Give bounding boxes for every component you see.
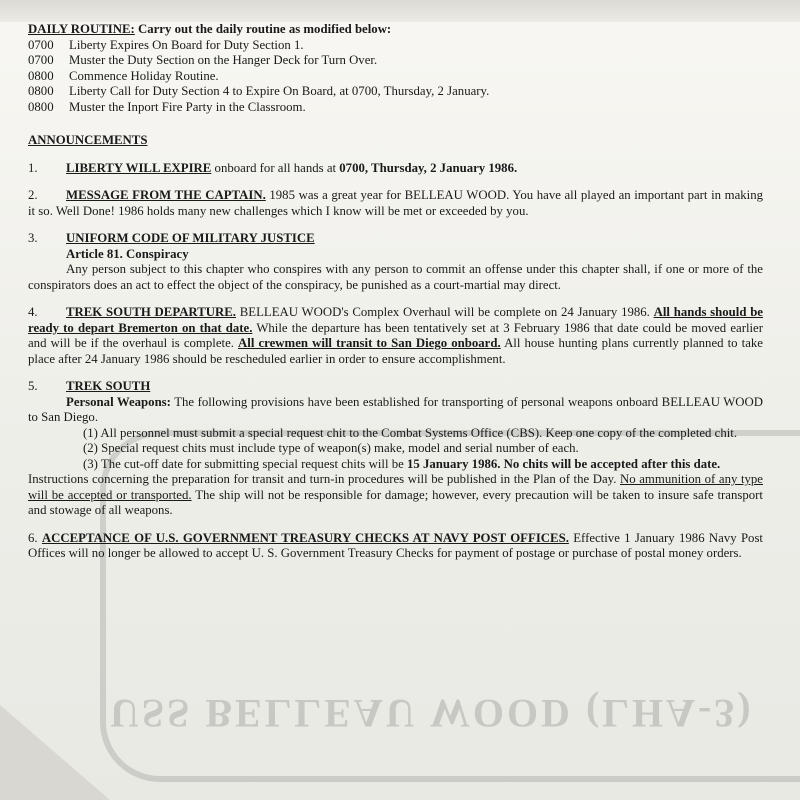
announcements-title: ANNOUNCEMENTS	[28, 133, 148, 147]
folded-corner	[0, 705, 110, 800]
routine-entry: 0700 Liberty Expires On Board for Duty Section 1.	[28, 37, 304, 52]
article-text: Any person subject to this chapter who conspires with any person to commit an offense under this chapter shall, if one or more of the conspirators does an act to effect the object of the conspiracy, be punished as a court-martial may direct.	[28, 262, 763, 292]
daily-routine-intro: Carry out the daily routine as modified below:	[137, 22, 392, 36]
announcement-1: 1. LIBERTY WILL EXPIRE onboard for all hands at 0700, Thursday, 2 January 1986.	[28, 160, 518, 175]
daily-routine-list	[28, 38, 763, 116]
announcement-6: 6. ACCEPTANCE OF U.S. GOVERNMENT TREASURY CHECKS AT NAVY POST OFFICES. Effective 1 January 1986 Navy Post Offices will no longer be allowed to accept U. S. Government Treasury Checks for payment of postage or purchase of postal money orders.	[28, 530, 763, 560]
announcement-3-head: UNIFORM CODE OF MILITARY JUSTICE	[66, 231, 315, 245]
announcement-1-head: LIBERTY WILL EXPIRE	[66, 160, 212, 175]
announcement-4-head: TREK SOUTH DEPARTURE.	[66, 305, 236, 319]
announcement-5-head: TREK SOUTH	[66, 379, 151, 393]
announcement-5: 5. TREK SOUTH Personal Weapons: The following provisions have been established for transporting of personal weapons onboard BELLEAU WOOD to San Diego. (1) All personnel must submit a special request chit to the Combat Systems Office (CBS). Keep one copy of the completed chit. (2) Special request chits must include type of weapon(s) make, model and serial number of each. (3) The cut-off date for submitting special request chits will be 15 January 1986. No chits will be accepted after this date. Instructions concerning the preparation for transit and turn-in procedures will be published in the Plan of the Day. No ammunition of any type will be accepted or transported. The ship will not be responsible for damage; however, every precaution will be taken to insure safe transport and stowage of all weapons.	[28, 379, 764, 517]
bleed-through-watermark: USS BELLEAU WOOD (LHA-3)	[110, 691, 754, 736]
routine-entry: 0800 Liberty Call for Duty Section 4 to Expire On Board, at 0700, Thursday, 2 January.	[28, 84, 490, 98]
announcement-6-head: ACCEPTANCE OF U.S. GOVERNMENT TREASURY CHECKS AT NAVY POST OFFICES.	[41, 530, 569, 545]
article-title: Article 81. Conspiracy	[66, 246, 189, 261]
torn-top-edge	[0, 0, 800, 22]
routine-entry: 0700 Muster the Duty Section on the Hanger Deck for Turn Over.	[28, 53, 378, 67]
announcement-3: 3. UNIFORM CODE OF MILITARY JUSTICE Article 81. Conspiracy Any person subject to this chapter who conspires with any person to commit an offense under this chapter shall, if one or more of the conspirators does an act to effect the object of the conspiracy, be punished as a court-martial may direct.	[28, 231, 763, 292]
weapons-provision-2: (2) Special request chits must include type of weapon(s) make, model and serial number of each.	[83, 441, 579, 455]
plan-of-day-content	[28, 22, 763, 562]
weapons-provision-1: (1) All personnel must submit a special request chit to the Combat Systems Office (CBS). Keep one copy of the completed chit.	[83, 425, 738, 440]
announcement-2: 2. MESSAGE FROM THE CAPTAIN. 1985 was a great year for BELLEAU WOOD. You have all played an important part in making it so. Well Done! 1986 holds many new challenges which I know will be met or exceeded by you.	[28, 188, 764, 218]
announcement-4: 4. TREK SOUTH DEPARTURE. BELLEAU WOOD's Complex Overhaul will be complete on 24 January 1986. All hands should be ready to depart Bremerton on that date. While the departure has been tentatively set at 3 February 1986 that date could be moved earlier and will be if the overhaul is complete. All crewmen will transit to San Diego onboard. All house hunting plans currently planned to take place after 24 January 1986 should be rescheduled earlier in order to ensure accomplishment.	[28, 305, 764, 366]
weapons-intro: Personal Weapons: The following provisions have been established for transporting of personal weapons onboard BELLEAU WOOD to San Diego.	[28, 394, 764, 424]
weapons-provision-3: (3) The cut-off date for submitting special request chits will be 15 January 1986. No chits will be accepted after this date.	[83, 456, 721, 471]
announcement-2-head: MESSAGE FROM THE CAPTAIN.	[66, 188, 266, 202]
weapons-outro: Instructions concerning the preparation for transit and turn-in procedures will be published in the Plan of the Day. No ammunition of any type will be accepted or transported. The ship will not be responsible for damage; however, every precaution will be taken to insure safe transport and stowage of all weapons.	[28, 472, 763, 517]
daily-routine-header	[28, 22, 763, 38]
daily-routine-label: DAILY ROUTINE:	[28, 22, 135, 36]
routine-entry: 0800 Commence Holiday Routine.	[28, 68, 219, 83]
routine-entry: 0800 Muster the Inport Fire Party in the Classroom.	[28, 99, 306, 114]
